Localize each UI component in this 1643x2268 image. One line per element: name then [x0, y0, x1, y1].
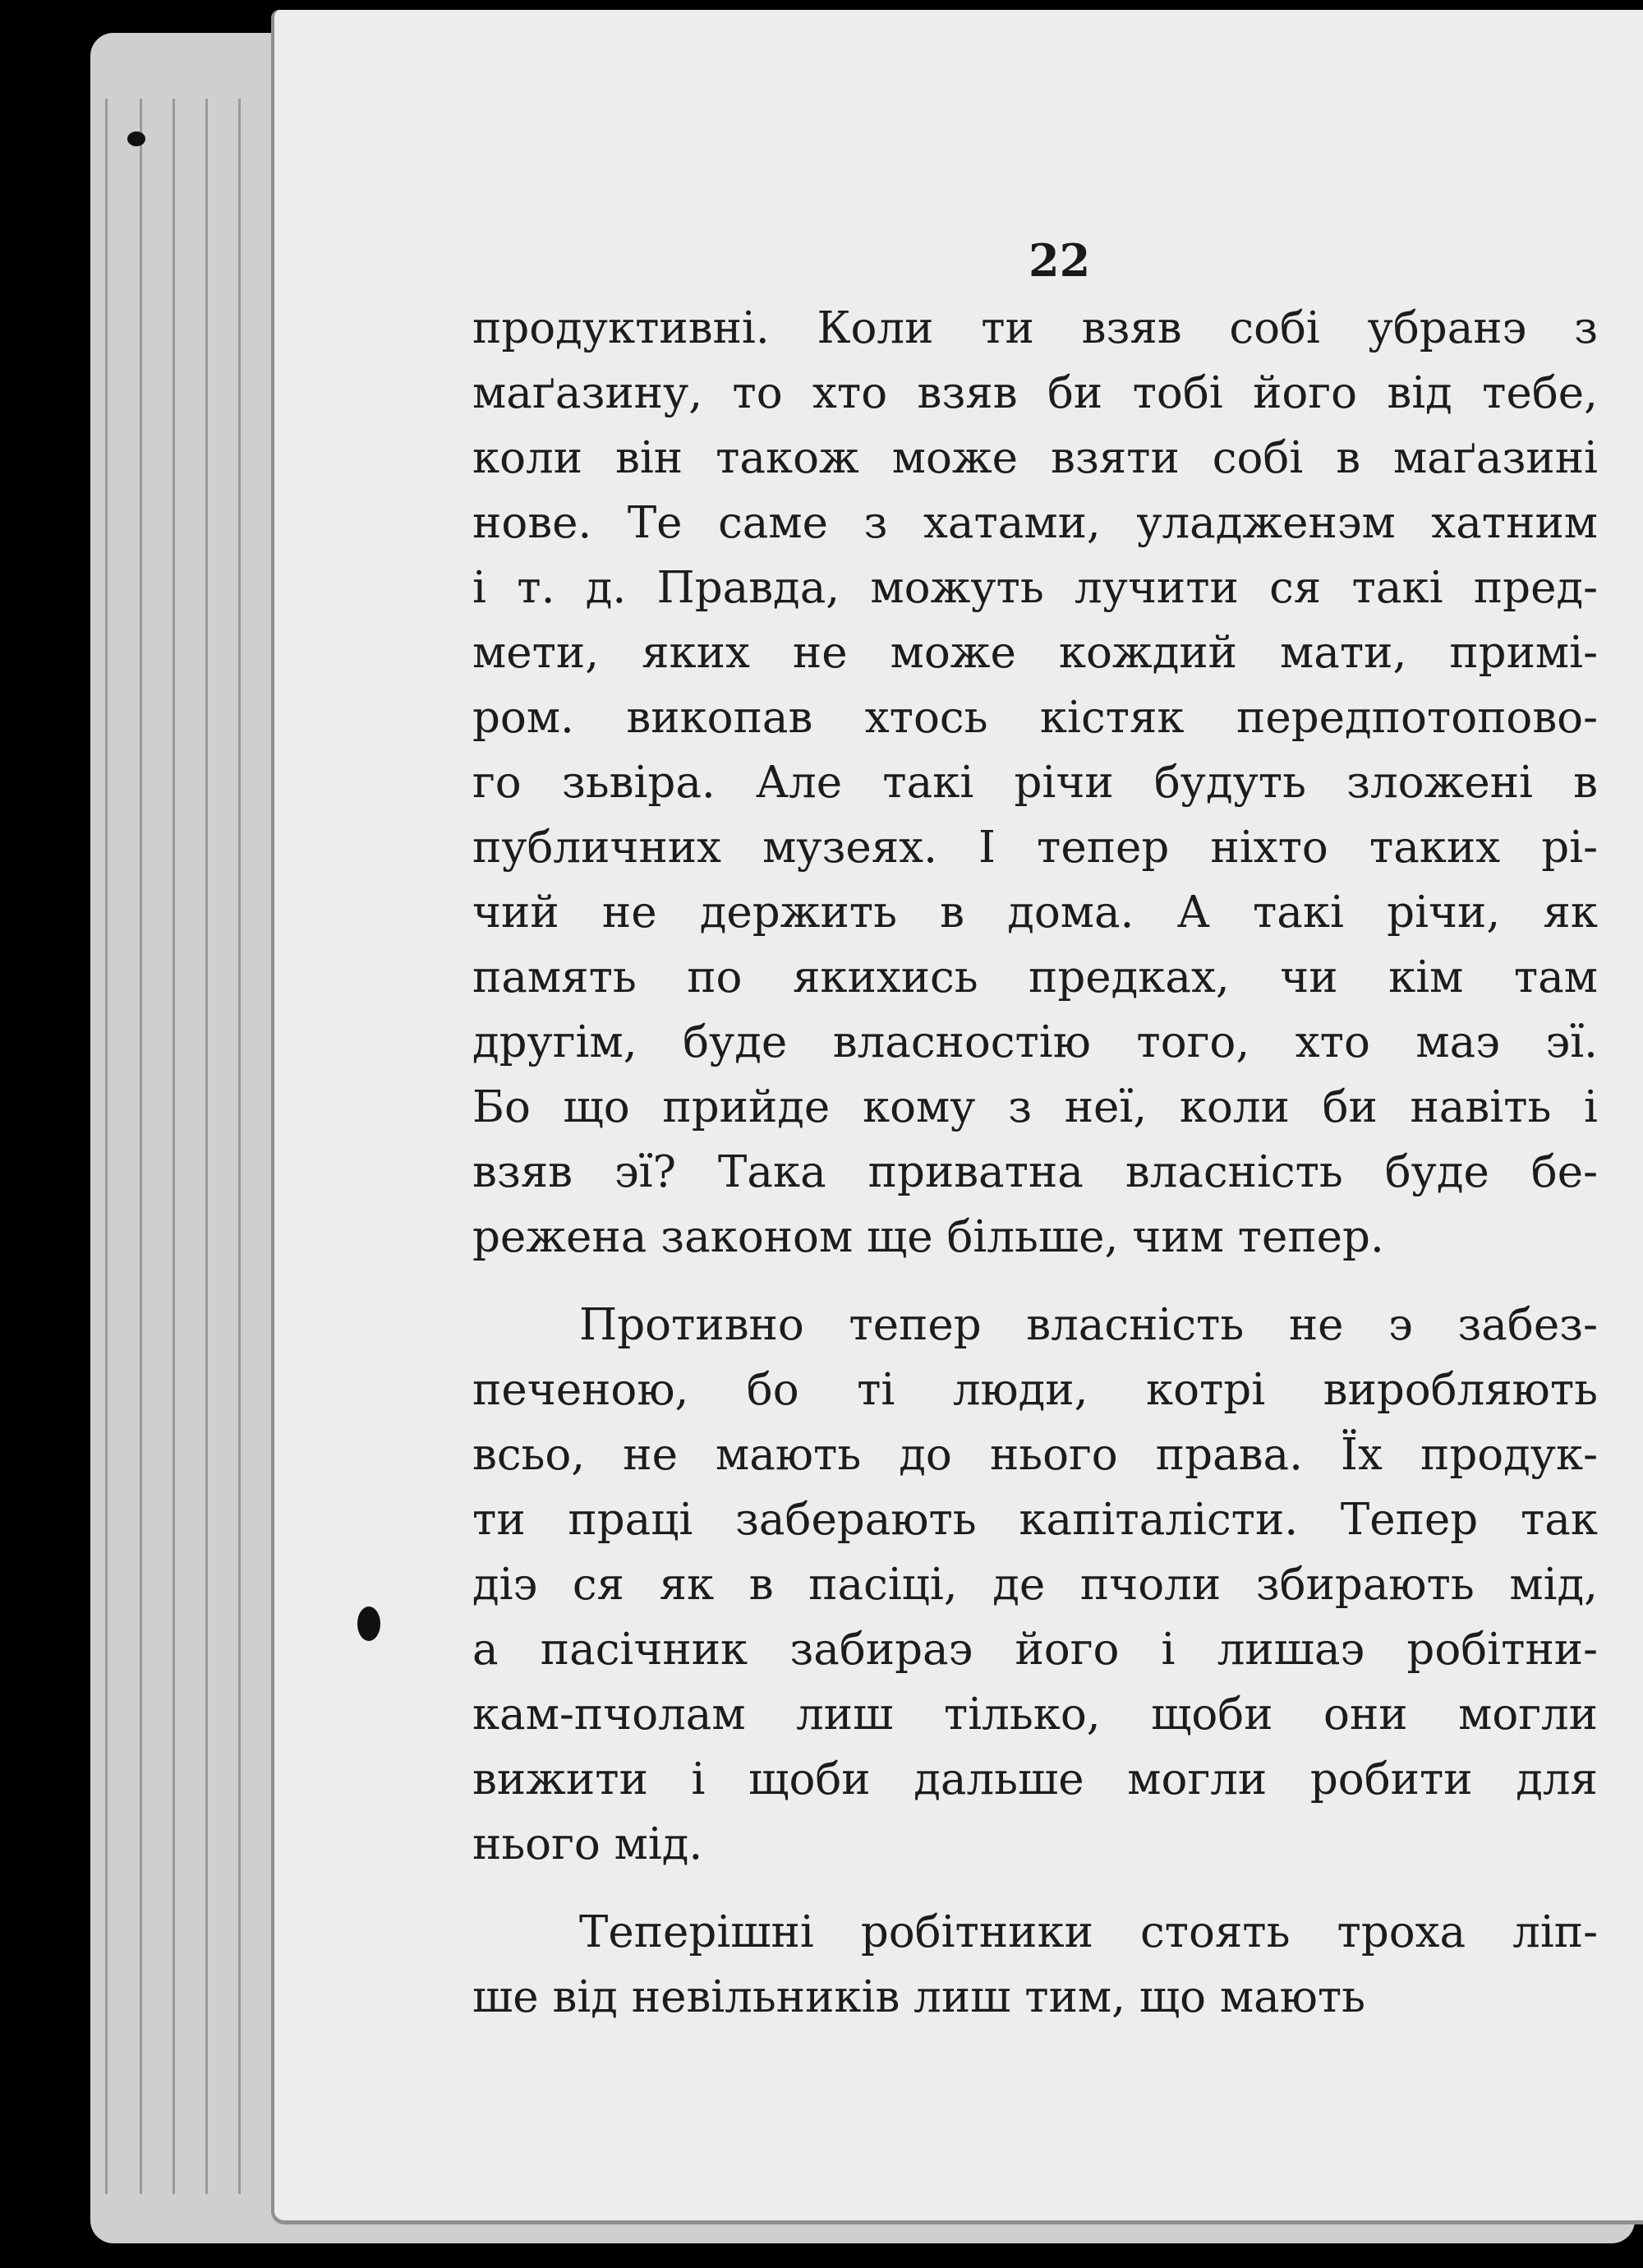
text-line: ти праці заберають капіталісти. Тепер так	[472, 1495, 1598, 1545]
text-line: Теперішні робітники стоять троха ліп-	[579, 1907, 1598, 1957]
text-line: нього мід.	[472, 1819, 703, 1869]
page-number: 22	[1029, 234, 1091, 287]
text-line: взяв эї? Така приватна власність буде бе-	[472, 1147, 1598, 1197]
punch-hole	[127, 131, 145, 146]
text-line: ром. викопав хтось кістяк передпотопово-	[472, 693, 1598, 743]
paragraph	[472, 1900, 1598, 2030]
text-line: Бо що прийде кому з неї, коли би навіть і	[472, 1082, 1598, 1132]
text-line: ше від невільників лиш тим, що мають	[472, 1972, 1366, 2022]
page-edge	[140, 99, 142, 2194]
text-line: другім, буде власностію того, хто маэ эї.	[472, 1017, 1598, 1067]
text-line: го зьвіра. Але такі річи будуть зложені в	[472, 758, 1598, 808]
text-line: чий не держить в дома. А такі річи, як	[472, 887, 1598, 938]
page-edge	[105, 99, 108, 2194]
text-line: память по якихись предках, чи кім там	[472, 952, 1598, 1003]
text-line: кам-пчолам лиш тілько, щоби они могли	[472, 1689, 1598, 1740]
text-line: продуктивні. Коли ти взяв собі убранэ з	[472, 303, 1598, 353]
text-line: печеною, бо ті люди, котрі виробляють	[472, 1365, 1598, 1415]
text-line: вижити і щоби дальше могли робити для	[472, 1754, 1598, 1805]
paragraph-gap	[472, 1877, 1598, 1900]
paragraph	[472, 1293, 1598, 1877]
text-line: діэ ся як в пасіці, де пчоли збирають мід,	[472, 1560, 1598, 1610]
page-edge	[173, 99, 175, 2194]
text-line: а пасічник забираэ його і лишаэ робітни-	[472, 1625, 1598, 1675]
text-line: і т. д. Правда, можуть лучити ся такі пред-	[472, 563, 1598, 613]
paragraph	[472, 296, 1598, 1270]
page-text	[472, 296, 1598, 2030]
text-line: коли він також може взяти собі в маґазині	[472, 433, 1598, 483]
text-line: режена законом ще більше, чим тепер.	[472, 1212, 1384, 1262]
text-line: маґазину, то хто взяв би тобі його від тебе,	[472, 368, 1598, 418]
paragraph-gap	[472, 1270, 1598, 1293]
text-line: всьо, не мають до нього права. Їх продук-	[472, 1430, 1598, 1480]
text-line: мети, яких не може кождий мати, примі-	[472, 628, 1598, 678]
text-line: Противно тепер власність не э забез-	[579, 1300, 1598, 1350]
page-edge	[238, 99, 241, 2194]
page-edge	[205, 99, 208, 2194]
punch-hole	[357, 1606, 380, 1641]
text-line: нове. Те саме з хатами, уладженэм хатним	[472, 498, 1598, 548]
text-line: публичних музеях. І тепер ніхто таких рі-	[472, 823, 1598, 873]
